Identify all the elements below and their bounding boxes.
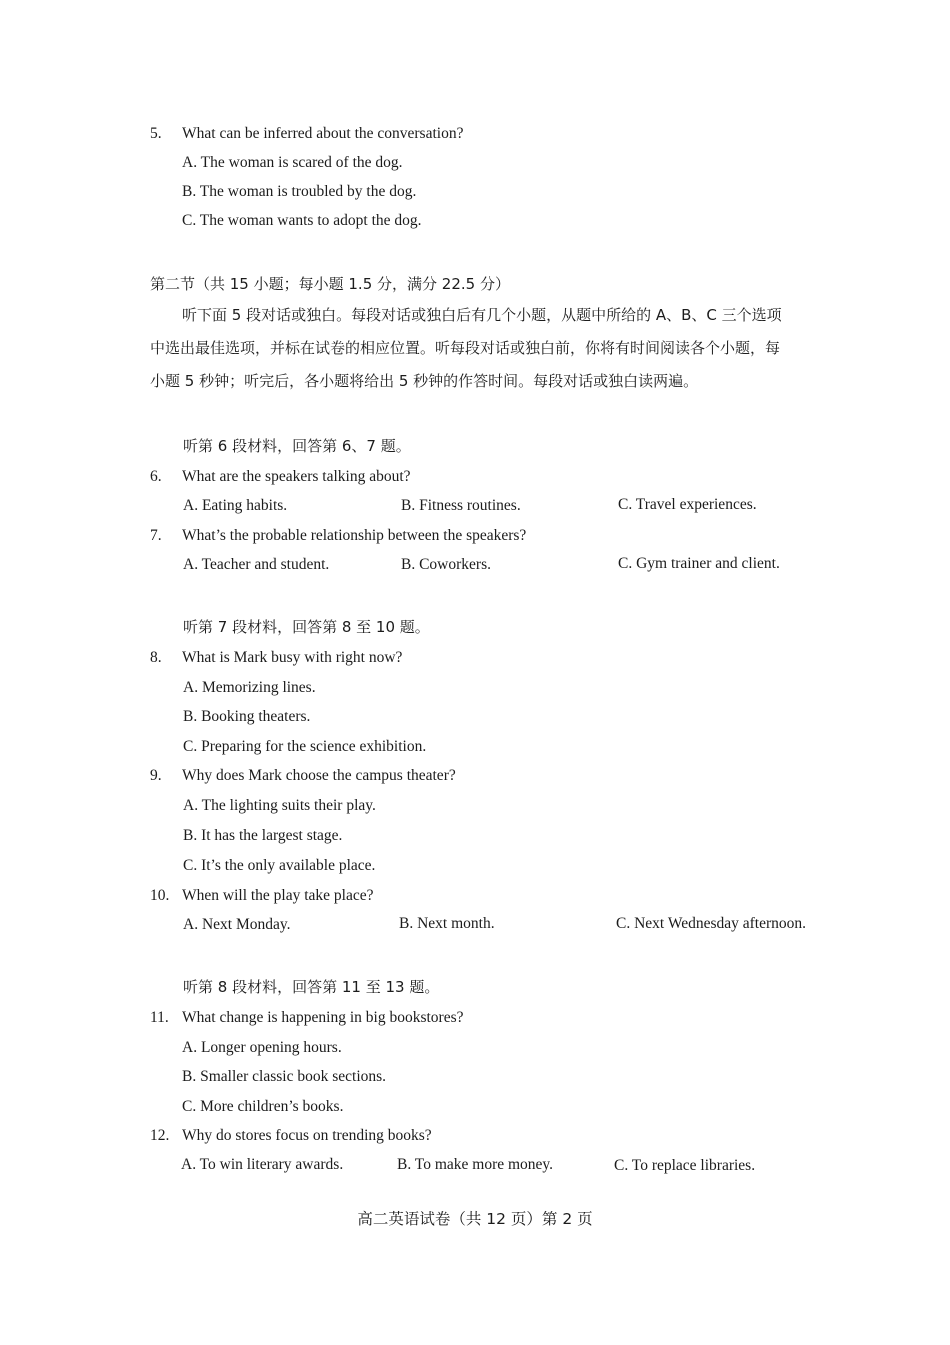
option-a: A. Eating habits. [183,497,288,514]
question-number: 12. [150,1127,170,1144]
question-6 [150,468,411,486]
option-a: A. Teacher and student. [183,556,330,573]
option-a: A. Memorizing lines. [183,679,316,696]
question-text: What is Mark busy with right now? [182,649,403,666]
question-number: 5. [150,125,162,142]
question-text: What can be inferred about the conversation? [182,125,464,142]
option-c: C. To replace libraries. [614,1157,756,1174]
instruction-line-3: 小题 5 秒钟；听完后，各小题将给出 5 秒钟的作答时间。每段对话或独白读两遍。 [150,372,699,390]
question-text: When will the play take place? [182,887,374,904]
option-c: C. It’s the only available place. [183,857,376,874]
option-b: B. It has the largest stage. [183,827,343,844]
option-b: B. Smaller classic book sections. [182,1068,387,1085]
question-text: Why does Mark choose the campus theater? [182,767,456,784]
option-a: A. Next Monday. [183,916,291,933]
question-11 [150,1009,464,1027]
option-b: B. Coworkers. [401,556,491,573]
question-number: 10. [150,887,170,904]
question-9 [150,767,456,785]
section-instructions [150,299,850,398]
option-a: A. Longer opening hours. [182,1039,342,1056]
option-b: B. To make more money. [397,1156,554,1173]
option-a: A. To win literary awards. [181,1156,344,1173]
question-7 [150,527,526,545]
option-a: A. The woman is scared of the dog. [182,154,403,171]
material-6-heading: 听第 6 段材料，回答第 6、7 题。 [183,437,411,455]
option-c: C. Travel experiences. [618,496,757,513]
material-8-heading: 听第 8 段材料，回答第 11 至 13 题。 [183,978,440,996]
option-a: A. The lighting suits their play. [183,797,376,814]
option-c: C. More children’s books. [182,1098,344,1115]
question-number: 6. [150,468,162,485]
question-number: 7. [150,527,162,544]
question-number: 8. [150,649,162,666]
page-footer: 高二英语试卷（共 12 页）第 2 页 [357,1210,593,1228]
question-8 [150,649,402,667]
option-c: C. The woman wants to adopt the dog. [182,212,422,229]
option-b: B. Booking theaters. [183,708,311,725]
question-text: Why do stores focus on trending books? [182,1127,432,1144]
question-number: 9. [150,767,162,784]
instruction-line-1: 听下面 5 段对话或独白。每段对话或独白后有几个小题，从题中所给的 A、B、C 三个选项 [182,306,782,324]
question-12 [150,1127,432,1145]
question-10 [150,887,374,905]
question-text: What’s the probable relationship between the speakers? [182,527,527,544]
material-7-heading: 听第 7 段材料，回答第 8 至 10 题。 [183,618,430,636]
question-number: 11. [150,1009,169,1026]
option-b: B. Fitness routines. [401,497,521,514]
option-c: C. Gym trainer and client. [618,555,780,572]
question-text: What are the speakers talking about? [182,468,411,485]
question-text: What change is happening in big bookstores? [182,1009,464,1026]
option-c: C. Next Wednesday afternoon. [616,915,807,932]
option-b: B. Next month. [399,915,495,932]
section-heading: 第二节（共 15 小题；每小题 1.5 分，满分 22.5 分） [150,275,510,293]
instruction-line-2: 中选出最佳选项，并标在试卷的相应位置。听每段对话或独白前，你将有时间阅读各个小题，每 [150,339,781,357]
question-5 [150,125,463,143]
option-c: C. Preparing for the science exhibition. [183,738,427,755]
option-b: B. The woman is troubled by the dog. [182,183,417,200]
